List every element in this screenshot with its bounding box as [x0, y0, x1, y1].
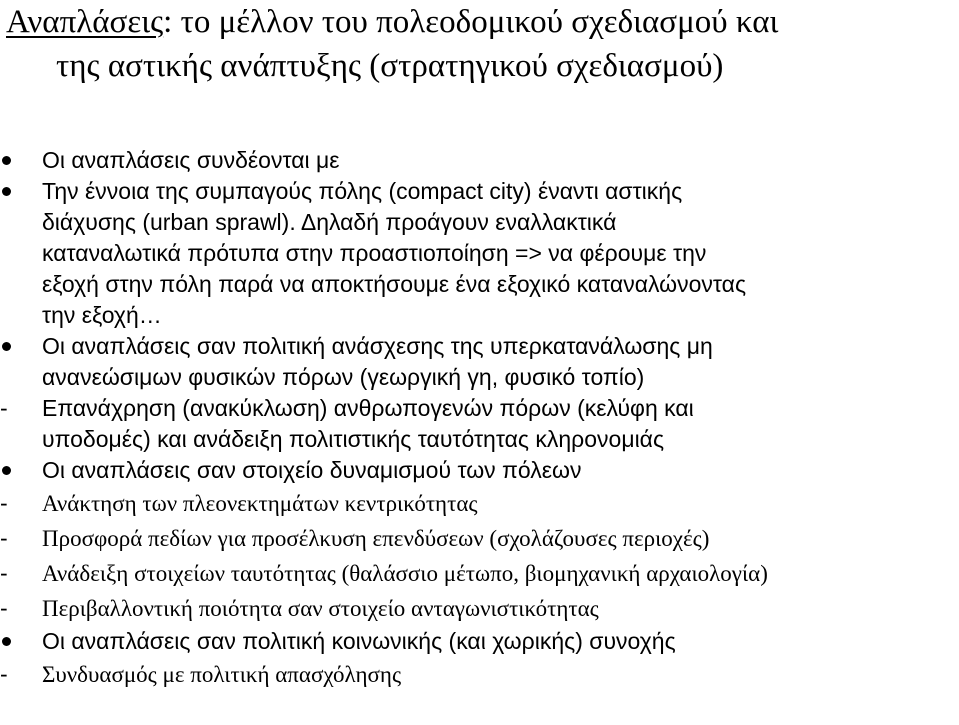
title-underlined-word: Αναπλάσεις	[6, 4, 164, 40]
list-item-line	[0, 455, 959, 486]
list-item-text: Προσφορά πεδίων για προσέλκυση επενδύσεων (σχολάζουσες περιοχές)	[42, 526, 710, 551]
list-item	[0, 331, 959, 393]
list-item	[0, 176, 959, 331]
dash-marker: -	[0, 661, 8, 687]
list-item-line	[0, 300, 959, 331]
dash-marker: -	[0, 525, 8, 551]
list-item-text: εξοχή στην πόλη παρά να αποκτήσουμε ένα εξοχικό καταναλώνοντας	[42, 271, 747, 297]
list-item-text: Ανάδειξη στοιχείων ταυτότητας (θαλάσσιο μέτωπο, βιομηχανική αρχαιολογία)	[42, 561, 768, 586]
list-item-line	[0, 176, 959, 207]
list-item-line	[0, 393, 959, 424]
dash-marker: -	[0, 560, 8, 586]
list-item-text: Οι αναπλάσεις συνδέονται με	[42, 147, 340, 173]
list-item-line	[0, 591, 959, 626]
list-item	[0, 486, 959, 521]
dash-marker: -	[0, 395, 8, 421]
list-item-text: Συνδυασμός με πολιτική απασχόλησης	[42, 662, 402, 687]
bullet-list	[0, 145, 959, 692]
list-item	[0, 455, 959, 486]
list-item	[0, 591, 959, 626]
list-item-line	[0, 238, 959, 269]
list-item	[0, 626, 959, 657]
list-item-line	[0, 486, 959, 521]
list-item-text: Ανάκτηση των πλεονεκτημάτων κεντρικότητας	[42, 491, 478, 516]
list-item-line	[0, 626, 959, 657]
list-item-text: διάχυσης (urban sprawl). Δηλαδή προάγουν εναλλακτικά	[42, 209, 617, 235]
list-item	[0, 556, 959, 591]
list-item	[0, 521, 959, 556]
list-item-text: Οι αναπλάσεις σαν πολιτική ανάσχεσης της υπερκατανάλωσης μη	[42, 333, 713, 359]
page-title	[6, 0, 956, 88]
list-item-text: Οι αναπλάσεις σαν στοιχείο δυναμισμού των πόλεων	[42, 457, 582, 483]
list-item-text: την εξοχή…	[42, 302, 162, 328]
list-item-text: Την έννοια της συμπαγούς πόλης (compact city) έναντι αστικής	[42, 178, 683, 204]
list-item-line	[0, 362, 959, 393]
list-item-line	[0, 556, 959, 591]
list-item-line	[0, 145, 959, 176]
list-item-line	[0, 424, 959, 455]
list-item-text: Επανάχρηση (ανακύκλωση) ανθρωπογενών πόρων (κελύφη και	[42, 395, 694, 421]
title-line-2: της αστικής ανάπτυξης (στρατηγικού σχεδιασμού)	[56, 48, 724, 84]
list-item	[0, 657, 959, 692]
list-item-text: υποδομές) και ανάδειξη πολιτιστικής ταυτότητας κληρονομιάς	[42, 426, 665, 452]
list-item	[0, 393, 959, 455]
list-item-text: Οι αναπλάσεις σαν πολιτική κοινωνικής (και χωρικής) συνοχής	[42, 628, 676, 654]
title-line-1-rest: : το μέλλον του πολεοδομικού σχεδιασμού και	[163, 4, 779, 40]
list-item-line	[0, 657, 959, 692]
title-line-1	[6, 0, 956, 44]
list-item	[0, 145, 959, 176]
list-item-line	[0, 207, 959, 238]
dash-marker: -	[0, 490, 8, 516]
list-item-text: ανανεώσιμων φυσικών πόρων (γεωργική γη, φυσικό τοπίο)	[42, 364, 645, 390]
dash-marker: -	[0, 595, 8, 621]
list-item-text: Περιβαλλοντική ποιότητα σαν στοιχείο ανταγωνιστικότητας	[42, 596, 599, 621]
list-item-line	[0, 521, 959, 556]
list-item-line	[0, 331, 959, 362]
list-item-text: καταναλωτικά πρότυπα στην προαστιοποίηση => να φέρουμε την	[42, 240, 707, 266]
list-item-line	[0, 269, 959, 300]
